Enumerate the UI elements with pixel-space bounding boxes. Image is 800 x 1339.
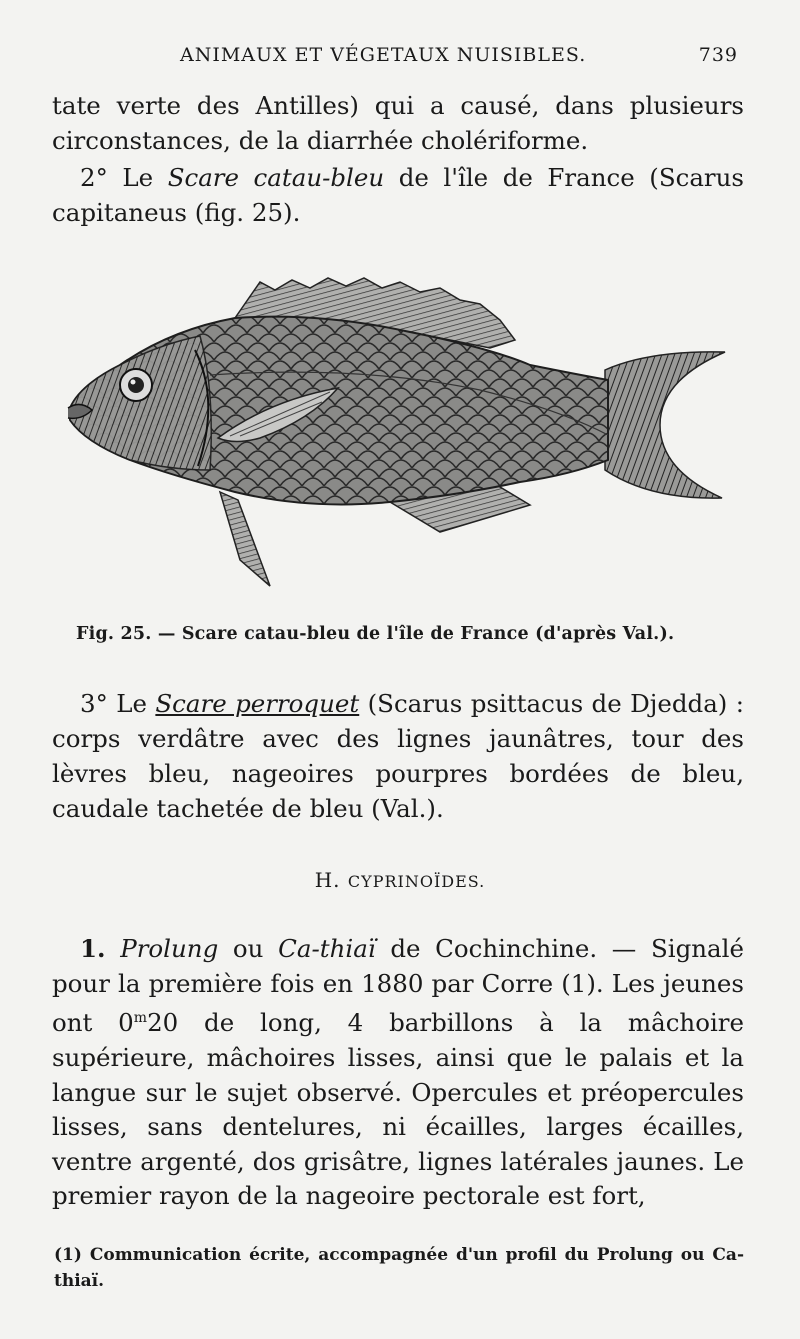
species-name: Scare catau-bleu	[167, 163, 385, 192]
figure-caption: Fig. 25. — Scare catau-bleu de l'île de France (d'après Val.).	[76, 624, 675, 644]
species-name: Scare perroquet	[155, 689, 360, 718]
running-head	[52, 44, 742, 74]
section-letter: H.	[314, 868, 341, 892]
paragraph-scare-perroquet: 3° Le Scare perroquet (Scarus psittacus de Djedda) : corps verdâtre avec des lignes jaunâtres, tour des lèvres bleu, nageoires pourpres bordées de bleu, caudale tachetée de bleu (Val.).	[52, 689, 744, 823]
running-title: ANIMAUX ET VÉGETAUX NUISIBLES.	[180, 44, 587, 66]
species-name-alt: Ca-thiaï	[278, 934, 376, 963]
paragraph-continued: tate verte des Antilles) qui a causé, dans plusieurs circonstances, de la diarrhée cholériforme.	[52, 91, 744, 155]
page-number: 739	[698, 44, 738, 66]
item-number: 2°	[80, 163, 108, 192]
unit-superscript: m	[133, 1010, 148, 1027]
section-heading	[0, 868, 800, 892]
section-title: CYPRINOÏDES.	[347, 872, 486, 891]
footnote: (1) Communication écrite, accompagnée d'un profil du Prolung ou Ca-thiaï.	[54, 1245, 744, 1291]
paragraph-scare-catau-bleu: 2° Le Scare catau-bleu de l'île de France (Scarus capitaneus (fig. 25).	[52, 163, 744, 227]
paragraph-prolung: 1. Prolung ou Ca-thiaï de Cochinchine. — Signalé pour la première fois en 1880 par Corre (1). Les jeunes ont 0$^m$20 de long, 4 barbillons à la mâchoire supérieure, mâchoires lisses, ainsi que le palais et la langue sur le sujet observé. Opercules et préopercules lisses, sans dentelures, ni écailles, larges écailles, ventre argenté, dos grisâtre, lignes latérales jaunes. Le premier rayon de la nageoire pectorale est fort,	[52, 934, 744, 1211]
fish-illustration	[60, 270, 740, 600]
species-name: Prolung	[120, 934, 219, 963]
item-number: 1.	[80, 934, 106, 963]
fish-engraving-icon	[60, 270, 740, 600]
item-number: 3°	[80, 689, 108, 718]
